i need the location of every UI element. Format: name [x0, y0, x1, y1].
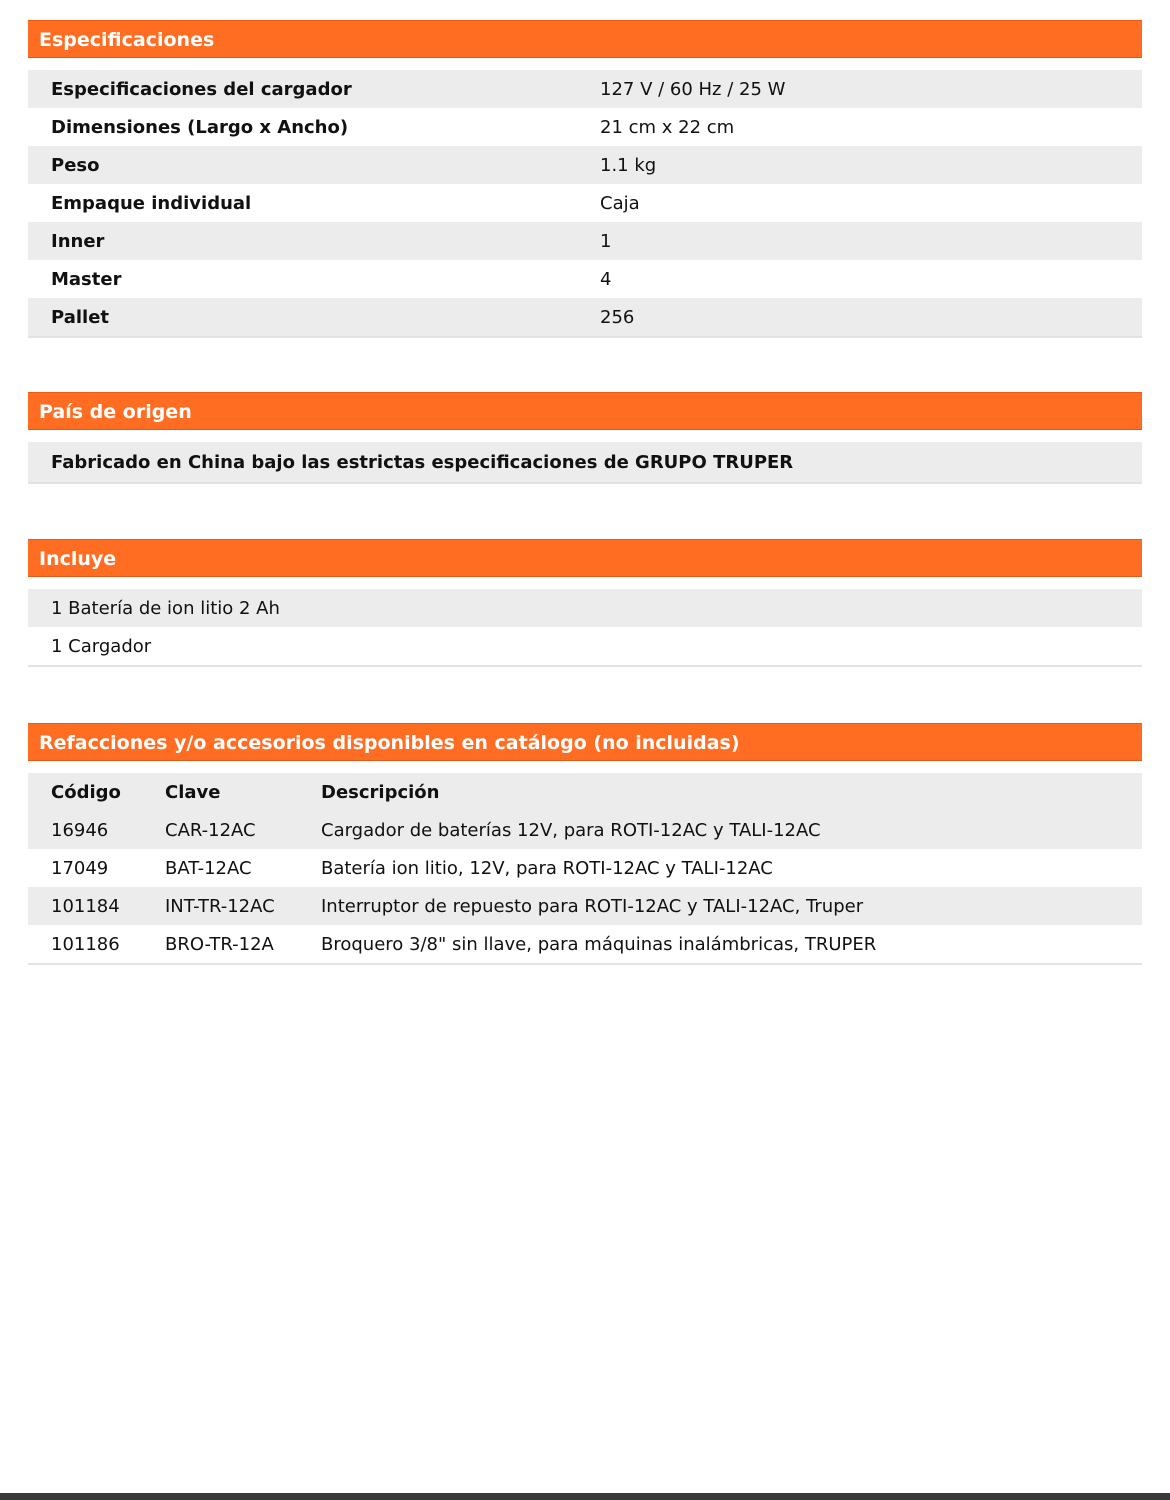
part-description: Interruptor de repuesto para ROTI-12AC y TALI-12AC, Truper [321, 895, 864, 917]
spec-value: 21 cm x 22 cm [600, 116, 735, 138]
part-code: 16946 [51, 819, 109, 841]
table-header-row [28, 773, 1142, 811]
column-header-description: Descripción [321, 781, 440, 803]
specs-section [28, 20, 1142, 338]
table-row [28, 70, 1142, 108]
column-header-code: Código [51, 781, 121, 803]
spec-value: 256 [600, 306, 635, 328]
spec-label: Dimensiones (Largo x Ancho) [51, 116, 349, 138]
part-description: Broquero 3/8" sin llave, para máquinas inalámbricas, TRUPER [321, 933, 877, 955]
table-row [28, 811, 1142, 849]
includes-section [28, 539, 1142, 667]
origin-section [28, 392, 1142, 484]
part-code: 17049 [51, 857, 109, 879]
part-clave: BAT-12AC [165, 857, 252, 879]
part-code: 101186 [51, 933, 120, 955]
table-row [28, 184, 1142, 222]
part-clave: BRO-TR-12A [165, 933, 274, 955]
spec-label: Especificaciones del cargador [51, 78, 352, 100]
parts-table [28, 773, 1142, 965]
origin-text: Fabricado en China bajo las estrictas especificaciones de GRUPO TRUPER [51, 451, 794, 473]
includes-header: Incluye [28, 539, 1142, 577]
spec-label: Pallet [51, 306, 110, 328]
specs-table [28, 70, 1142, 338]
spec-label: Peso [51, 154, 100, 176]
part-code: 101184 [51, 895, 120, 917]
table-row [28, 108, 1142, 146]
part-clave: INT-TR-12AC [165, 895, 275, 917]
table-row [28, 146, 1142, 184]
include-item-label: 1 Batería de ion litio 2 Ah [51, 597, 280, 619]
spec-value: 4 [600, 268, 612, 290]
table-row [28, 442, 1142, 482]
part-description: Batería ion litio, 12V, para ROTI-12AC y TALI-12AC [321, 857, 773, 879]
spec-label: Empaque individual [51, 192, 252, 214]
specs-header: Especificaciones [28, 20, 1142, 58]
spec-value: Caja [600, 192, 640, 214]
part-description: Cargador de baterías 12V, para ROTI-12AC y TALI-12AC [321, 819, 821, 841]
origin-table [28, 442, 1142, 484]
column-header-clave: Clave [165, 781, 221, 803]
table-row [28, 260, 1142, 298]
bottom-bar [0, 1493, 1170, 1500]
spec-label: Master [51, 268, 122, 290]
spec-value: 1.1 kg [600, 154, 657, 176]
part-clave: CAR-12AC [165, 819, 256, 841]
list-item [28, 627, 1142, 665]
includes-list [28, 589, 1142, 667]
table-row [28, 887, 1142, 925]
spec-label: Inner [51, 230, 105, 252]
table-row [28, 222, 1142, 260]
table-row [28, 298, 1142, 336]
parts-section [28, 723, 1142, 965]
table-row [28, 849, 1142, 887]
parts-header: Refacciones y/o accesorios disponibles en catálogo (no incluidas) [28, 723, 1142, 761]
spec-value: 1 [600, 230, 612, 252]
include-item-label: 1 Cargador [51, 635, 152, 657]
table-row [28, 925, 1142, 963]
origin-header: País de origen [28, 392, 1142, 430]
spec-value: 127 V / 60 Hz / 25 W [600, 78, 786, 100]
list-item [28, 589, 1142, 627]
